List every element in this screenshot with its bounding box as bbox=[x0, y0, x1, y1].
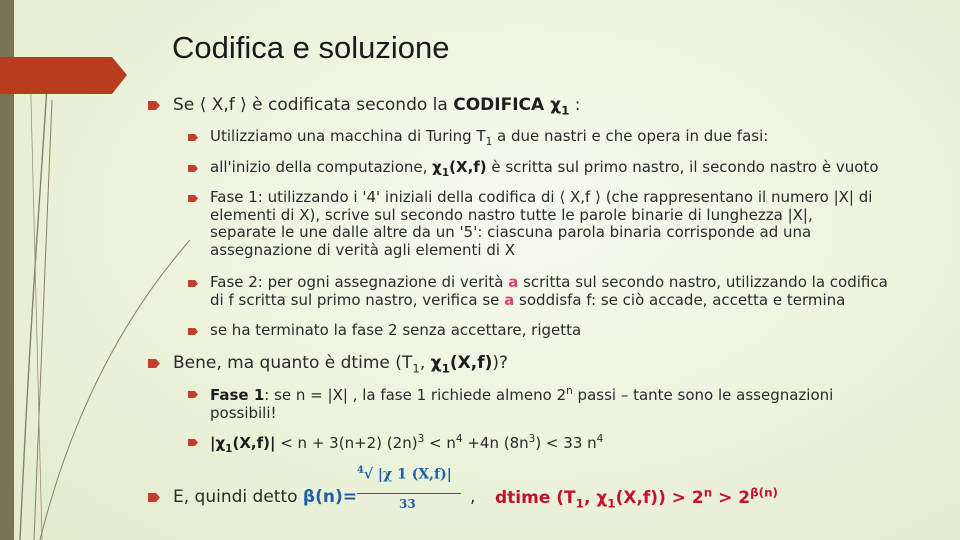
subscript: 1 bbox=[441, 361, 450, 376]
text: > 2 bbox=[712, 487, 751, 508]
dtime-inequality bbox=[495, 485, 778, 510]
text-bold bbox=[210, 434, 276, 455]
text: < n bbox=[424, 434, 456, 452]
text: < n + 3(n+2) (2n) bbox=[275, 434, 418, 452]
arrow-bullet-icon bbox=[188, 195, 198, 202]
superscript: 4 bbox=[596, 433, 604, 445]
arrow-bullet-icon bbox=[188, 391, 198, 398]
sub-bullet-length-bound bbox=[210, 433, 603, 455]
superscript: 3 bbox=[528, 433, 536, 445]
fraction-bar bbox=[357, 493, 461, 494]
arrow-bullet-icon bbox=[188, 439, 198, 446]
arrow-bullet-icon bbox=[188, 134, 198, 141]
slide-title: Codifica e soluzione bbox=[172, 30, 450, 65]
text-line: Fase 1: utilizzando i '4' iniziali della codifica di ⟨ X,f ⟩ (che rappresentano il numero |X| di bbox=[210, 188, 873, 206]
arrow-bullet-icon bbox=[188, 280, 198, 287]
text-line bbox=[210, 292, 930, 310]
assignment-a: a bbox=[504, 290, 515, 309]
text: |χ bbox=[210, 434, 226, 452]
beta-fraction bbox=[357, 465, 461, 515]
text: (X,f) bbox=[449, 158, 487, 176]
beta-definition: β(n)= bbox=[302, 487, 357, 507]
arrow-bullet-icon bbox=[188, 165, 198, 172]
text: Bene, ma quanto è dtime (T bbox=[173, 353, 413, 373]
bullet-conclusion bbox=[173, 487, 357, 507]
fraction-denominator: 33 bbox=[399, 497, 416, 511]
text-bold bbox=[432, 158, 487, 179]
subscript: 1 bbox=[561, 103, 570, 118]
bullet-conclusion-comma bbox=[470, 487, 475, 507]
text-line: possibili! bbox=[210, 403, 277, 422]
text: χ bbox=[432, 158, 442, 176]
text: +4n (8n bbox=[462, 434, 529, 452]
sub-bullet-fase2 bbox=[210, 274, 930, 309]
arrow-bullet-icon bbox=[148, 101, 160, 110]
text: se ha terminato la fase 2 senza accettare, rigetta bbox=[210, 321, 582, 339]
text: dtime (T bbox=[495, 487, 576, 508]
subscript: 1 bbox=[575, 496, 584, 511]
text-bold: Fase 1 bbox=[210, 386, 265, 404]
text-line bbox=[210, 274, 930, 292]
text: , bbox=[419, 353, 431, 373]
text: : bbox=[569, 95, 581, 115]
assignment-a: a bbox=[508, 273, 519, 291]
subscript: 1 bbox=[485, 136, 493, 148]
sub-bullet-fase1-cost bbox=[210, 385, 930, 422]
text: E, quindi detto bbox=[173, 487, 303, 507]
text: , bbox=[470, 487, 476, 507]
text: a due nastri e che opera in due fasi: bbox=[492, 127, 769, 145]
bullet-dtime-question bbox=[173, 353, 508, 375]
text: (X,f)| bbox=[232, 434, 276, 452]
text: ) < 33 n bbox=[535, 434, 597, 452]
text: CODIFICA χ bbox=[453, 95, 562, 115]
text: , χ bbox=[583, 487, 608, 508]
fraction-numerator bbox=[357, 465, 452, 483]
text: (X,f)) > 2 bbox=[615, 487, 704, 508]
superscript: 4 bbox=[455, 433, 463, 445]
text-line: assegnazione di verità agli elementi di X bbox=[210, 241, 516, 260]
text: è scritta sul primo nastro, il secondo nastro è vuoto bbox=[486, 158, 879, 176]
text-bold bbox=[430, 353, 493, 376]
arrow-bullet-icon bbox=[148, 359, 160, 368]
root-index: 4 bbox=[357, 465, 364, 476]
text: Se ⟨ X,f ⟩ è codificata secondo la bbox=[173, 95, 454, 115]
superscript: n bbox=[703, 485, 713, 499]
text: √ |χ 1 (X,f)| bbox=[363, 466, 452, 483]
sub-bullet-fase1 bbox=[210, 189, 930, 260]
text: (X,f) bbox=[449, 353, 493, 373]
text: Fase 2: per ogni assegnazione di verità bbox=[210, 273, 509, 291]
text: scritta sul secondo nastro, utilizzando la codifica bbox=[518, 273, 888, 291]
subscript: 1 bbox=[412, 361, 420, 376]
sub-bullet-turing bbox=[210, 128, 768, 148]
sub-bullet-rigetta bbox=[210, 322, 581, 340]
text: : se n = |X| , la fase 1 richiede almeno 2 bbox=[264, 386, 567, 404]
subscript: 1 bbox=[607, 496, 616, 511]
arrow-bullet-icon bbox=[148, 493, 160, 502]
superscript: β(n) bbox=[750, 485, 778, 499]
superscript: 3 bbox=[417, 433, 425, 445]
text: all'inizio della computazione, bbox=[210, 158, 433, 176]
text-line: separate le une dalle altre da un '5': ciascuna parola binaria corrisponde ad una bbox=[210, 223, 812, 242]
text: Utilizziamo una macchina di Turing T bbox=[210, 127, 486, 145]
superscript: n bbox=[566, 385, 573, 397]
text: )? bbox=[492, 353, 509, 373]
arrow-bullet-icon bbox=[188, 328, 198, 335]
text: passi – tante sono le assegnazioni bbox=[572, 386, 834, 404]
text-red bbox=[495, 485, 778, 511]
title-accent-tab bbox=[0, 57, 127, 94]
text: di f scritta sul primo nastro, verifica se bbox=[210, 290, 505, 309]
text-line bbox=[210, 385, 930, 405]
sub-bullet-inizio bbox=[210, 159, 879, 179]
text-line: elementi di X), scrive sul secondo nastro tutte le parole binarie di lunghezza |X|, bbox=[210, 205, 813, 224]
text: χ bbox=[430, 353, 442, 373]
text-bold bbox=[453, 95, 570, 118]
bullet-codifica bbox=[173, 95, 580, 117]
subscript: 1 bbox=[225, 443, 233, 455]
subscript: 1 bbox=[441, 167, 450, 179]
text: soddisfa f: se ciò accade, accetta e termina bbox=[514, 290, 846, 309]
